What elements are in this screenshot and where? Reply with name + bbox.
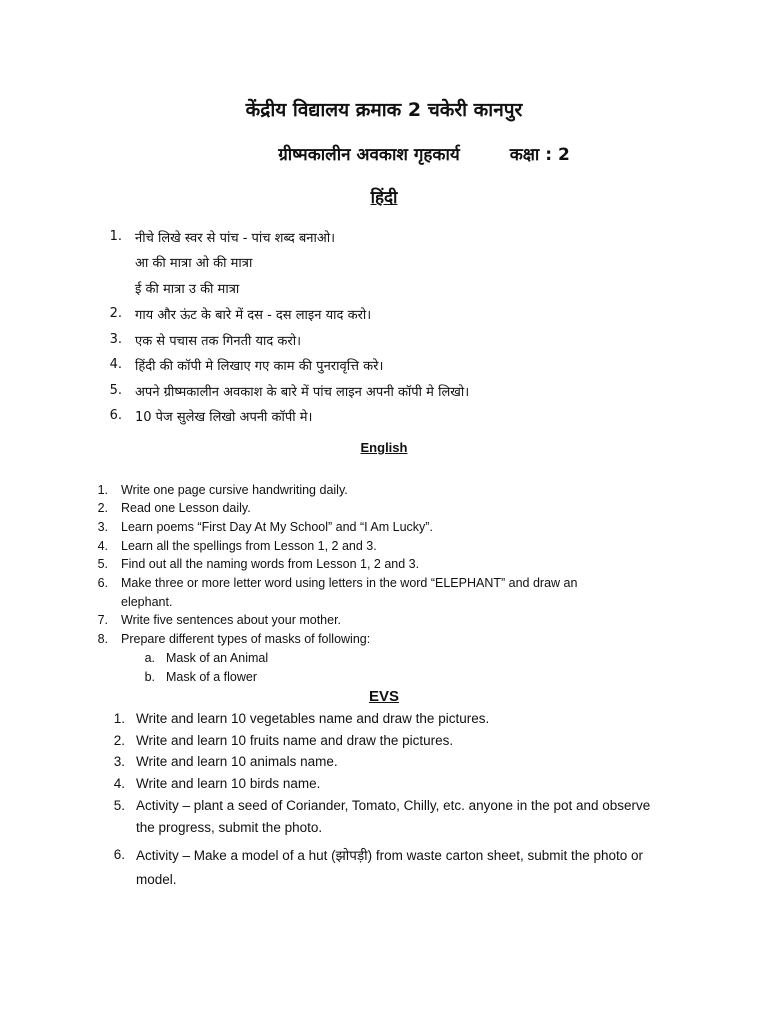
list-item: 10 पेज सुलेख लिखो अपनी कॉपी मे। bbox=[135, 410, 313, 425]
list-item: Write and learn 10 vegetables name and draw the pictures. bbox=[136, 711, 490, 726]
list-item: Learn all the spellings from Lesson 1, 2 and 3. bbox=[121, 539, 377, 553]
hindi-heading: हिंदी bbox=[370, 188, 398, 208]
list-item: Learn poems “First Day At My School” and “I Am Lucky”. bbox=[121, 520, 433, 534]
list-number: 1. bbox=[97, 483, 108, 497]
list-number: 1. bbox=[109, 229, 122, 244]
list-item: आ की मात्रा ओ की मात्रा bbox=[135, 256, 253, 271]
school-title: केंद्रीय विद्यालय क्रमाक 2 चकेरी कानपुर bbox=[245, 99, 523, 121]
list-item: Make three or more letter word using letters in the word “ELEPHANT” and draw an bbox=[121, 576, 578, 590]
homework-title bbox=[40, 142, 768, 165]
list-number: 2. bbox=[113, 733, 125, 748]
list-item: अपने ग्रीष्मकालीन अवकाश के बारे में पांच लाइन अपनी कॉपी मे लिखो। bbox=[135, 385, 470, 400]
list-number: 6. bbox=[97, 576, 108, 590]
list-item: Write one page cursive handwriting daily. bbox=[121, 483, 348, 497]
list-number: 1. bbox=[113, 711, 125, 726]
list-number: 2. bbox=[97, 501, 108, 515]
list-number: 7. bbox=[97, 613, 108, 627]
list-number: 4. bbox=[113, 776, 125, 791]
sub-list-letter: a. bbox=[144, 651, 155, 665]
list-number: 3. bbox=[109, 332, 122, 347]
list-item: Find out all the naming words from Lesson 1, 2 and 3. bbox=[121, 557, 420, 571]
sub-list-letter: b. bbox=[144, 670, 155, 684]
list-item: Activity – plant a seed of Coriander, Tomato, Chilly, etc. anyone in the pot and observe bbox=[136, 798, 651, 813]
class-label: कक्षा : 2 bbox=[509, 145, 570, 165]
homework-label: ग्रीष्मकालीन अवकाश गृहकार्य bbox=[278, 145, 460, 165]
english-heading: English bbox=[360, 440, 408, 455]
list-item: गाय और ऊंट के बारे में दस - दस लाइन याद करो। bbox=[135, 308, 372, 323]
list-item: Activity – Make a model of a hut (झोपड़ी) from waste carton sheet, submit the photo or bbox=[136, 848, 644, 863]
list-number: 2. bbox=[109, 306, 122, 321]
list-item: Write five sentences about your mother. bbox=[121, 613, 342, 627]
list-item: Write and learn 10 fruits name and draw the pictures. bbox=[136, 733, 454, 748]
list-number: 4. bbox=[109, 357, 122, 372]
list-item: Read one Lesson daily. bbox=[121, 501, 251, 515]
list-number: 5. bbox=[97, 557, 108, 571]
list-item: the progress, submit the photo. bbox=[136, 820, 323, 835]
list-item: Write and learn 10 animals name. bbox=[136, 754, 338, 769]
list-item: ई की मात्रा उ की मात्रा bbox=[135, 282, 240, 297]
list-item: model. bbox=[136, 872, 177, 887]
list-item: Prepare different types of masks of following: bbox=[121, 632, 371, 646]
list-item: elephant. bbox=[121, 595, 173, 609]
list-item: नीचे लिखे स्वर से पांच - पांच शब्द बनाओ। bbox=[135, 231, 336, 246]
list-item: एक से पचास तक गिनती याद करो। bbox=[135, 334, 302, 349]
list-number: 5. bbox=[109, 383, 122, 398]
list-item: हिंदी की कॉपी मे लिखाए गए काम की पुनरावृत्ति करे। bbox=[135, 359, 384, 374]
list-number: 6. bbox=[109, 408, 122, 423]
sub-list-item: Mask of a flower bbox=[166, 670, 258, 684]
list-item: Write and learn 10 birds name. bbox=[136, 776, 321, 791]
evs-heading: EVS bbox=[368, 688, 399, 705]
list-number: 3. bbox=[97, 520, 108, 534]
list-number: 6. bbox=[113, 847, 125, 862]
list-number: 5. bbox=[113, 798, 125, 813]
sub-list-item: Mask of an Animal bbox=[166, 651, 269, 665]
list-number: 3. bbox=[113, 754, 125, 769]
list-number: 4. bbox=[97, 539, 108, 553]
list-number: 8. bbox=[97, 632, 108, 646]
